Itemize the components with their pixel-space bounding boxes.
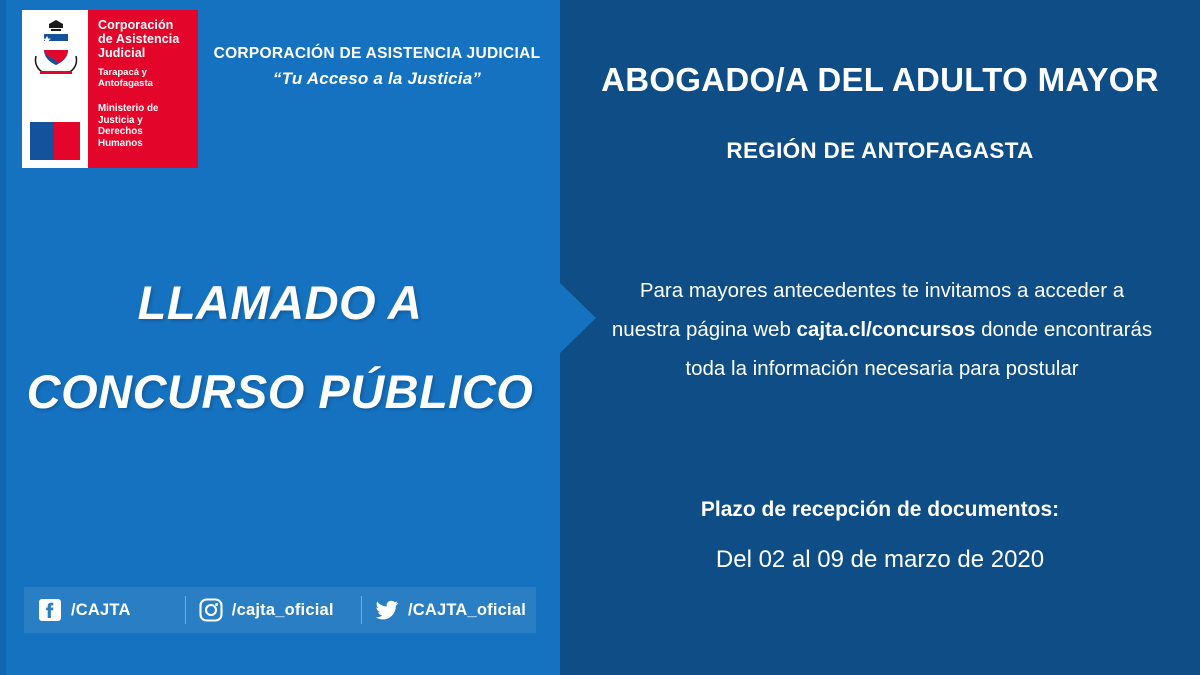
instagram-icon: [199, 598, 223, 622]
arrow-pointer: [560, 283, 596, 353]
organization-slogan: “Tu Acceso a la Justicia”: [272, 69, 482, 89]
logo-emblem-area: [22, 10, 88, 168]
left-panel: [0, 0, 560, 675]
caj-logo: [22, 10, 198, 168]
info-paragraph-part1: Para mayores antecedentes te invitamos a acceder a nuestra página web: [611, 279, 1125, 341]
logo-region: [98, 68, 190, 90]
flag-red-block: [54, 122, 80, 160]
organization-name: CORPORACIÓN DE ASISTENCIA JUDICIAL: [213, 45, 541, 62]
website-link[interactable]: cajta.cl/concursos: [796, 317, 976, 341]
job-title: ABOGADO/A DEL ADULTO MAYOR: [601, 61, 1159, 98]
deadline-label: Plazo de recepción de documentos:: [700, 498, 1060, 521]
flag-blue-block: [30, 122, 54, 160]
headline: [0, 258, 560, 437]
headline-line-2: CONCURSO PÚBLICO: [26, 365, 534, 419]
logo-region-line1: Tarapacá y: [98, 67, 147, 78]
facebook-handle: /CAJTA: [71, 600, 131, 619]
logo-title-line1: Corporación: [98, 18, 174, 32]
headline-line-1: LLAMADO A: [137, 276, 423, 329]
info-paragraph-part2: donde encontrarás toda la información necesaria para postular: [685, 317, 1153, 380]
logo-ministry-line2: Justicia y: [98, 114, 143, 126]
logo-text-block: [88, 10, 198, 168]
social-item-twitter[interactable]: [361, 587, 536, 633]
logo-title-line3: Judicial: [98, 46, 146, 60]
region-subtitle: REGIÓN DE ANTOFAGASTA: [726, 138, 1034, 163]
info-paragraph: [605, 272, 1159, 389]
logo-ministry: [98, 103, 190, 150]
organization-heading: [205, 44, 549, 89]
facebook-icon: [38, 598, 62, 622]
instagram-handle: /cajta_oficial: [231, 600, 334, 619]
logo-ministry-line3: Derechos: [98, 126, 143, 138]
logo-title: [98, 18, 190, 60]
logo-title-line2: de Asistencia: [98, 32, 180, 46]
social-item-instagram[interactable]: [185, 587, 361, 633]
twitter-icon: [375, 598, 399, 622]
social-media-bar: [24, 587, 536, 633]
logo-ministry-line1: Ministerio de: [98, 102, 159, 114]
twitter-handle: /CAJTA_oficial: [407, 600, 526, 619]
logo-ministry-line4: Humanos: [98, 138, 143, 150]
social-item-facebook[interactable]: [24, 587, 185, 633]
right-panel: [560, 0, 1200, 675]
deadline-dates: Del 02 al 09 de marzo de 2020: [715, 546, 1045, 573]
logo-region-line2: Antofagasta: [98, 77, 153, 89]
chile-coat-of-arms-icon: [30, 16, 82, 78]
